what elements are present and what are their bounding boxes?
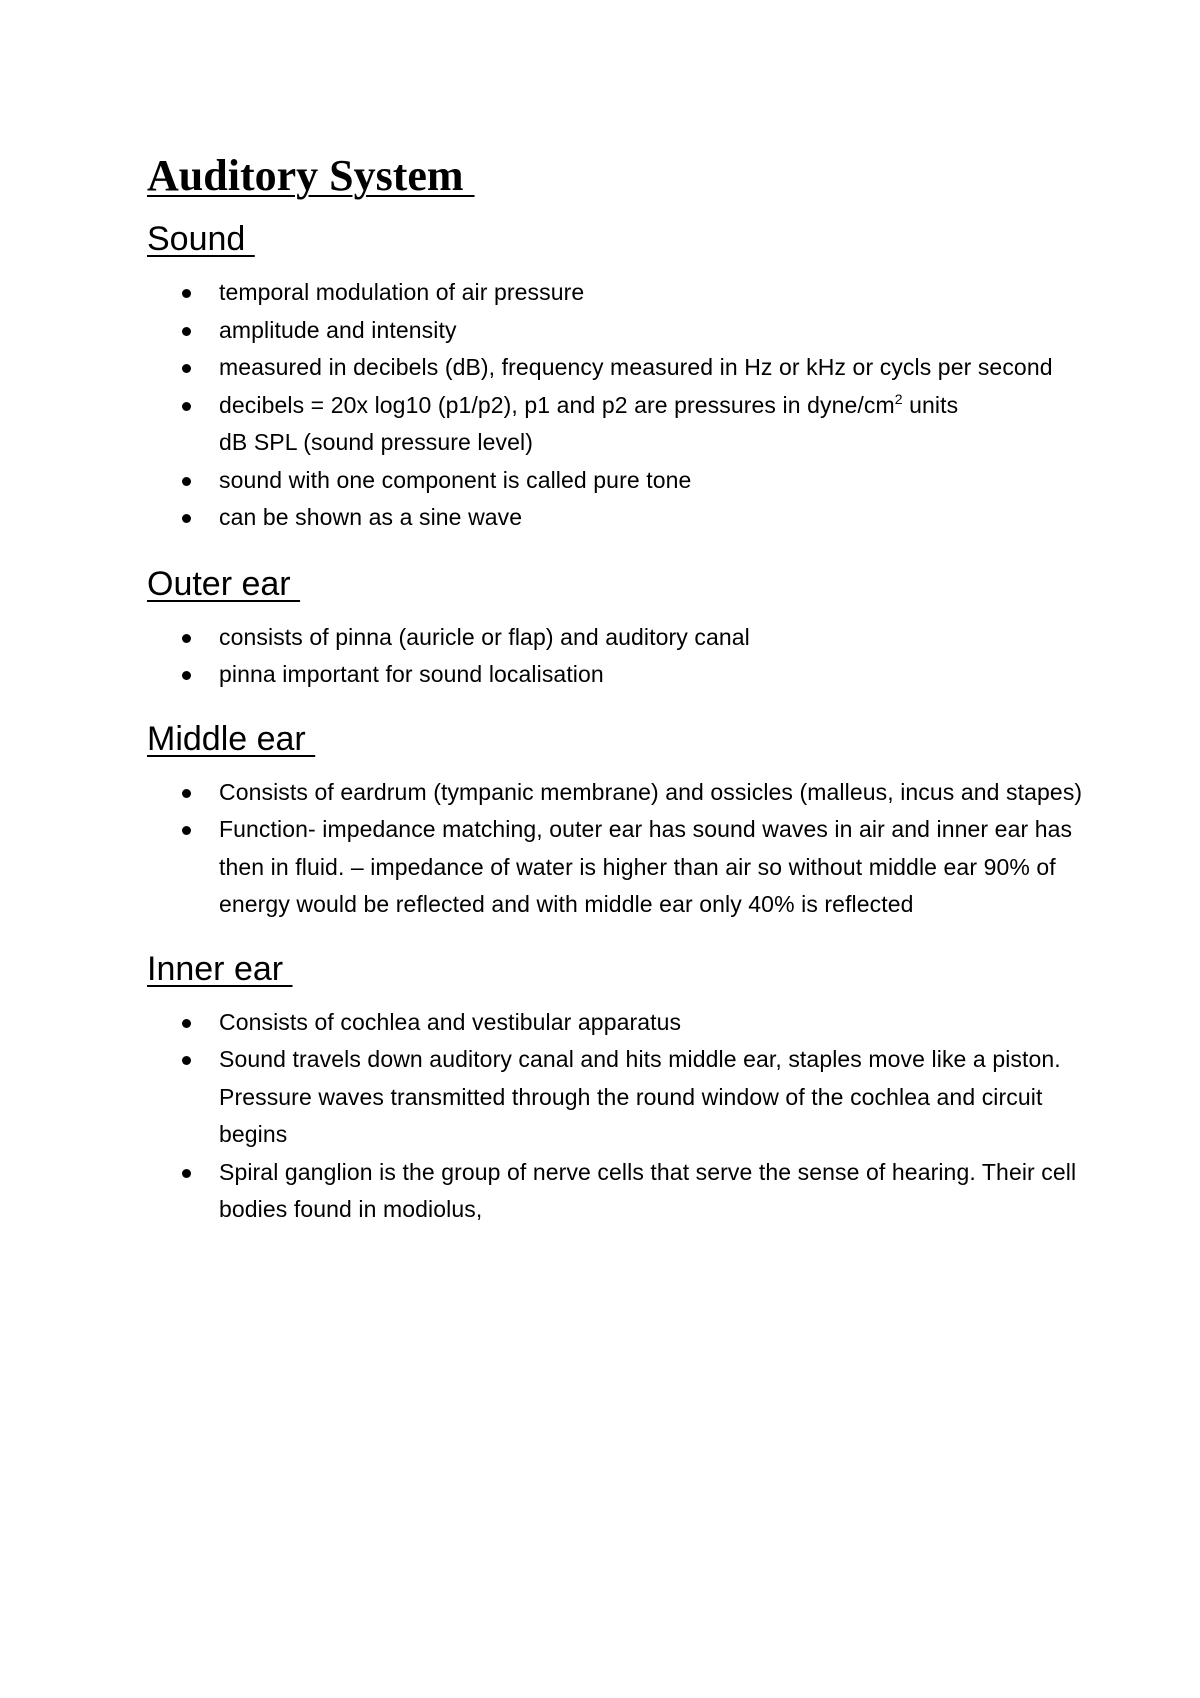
section-middle-ear	[147, 718, 1087, 924]
section-sound	[147, 218, 1087, 537]
bullet-icon	[182, 1056, 191, 1065]
list-item-text: can be shown as a sine wave	[219, 504, 523, 530]
list-item-text: decibels = 20x log10 (p1/p2), p1 and p2 are pressures in dyne/cm	[219, 391, 895, 418]
list-item	[147, 349, 1087, 387]
section-outer-ear	[147, 563, 1087, 694]
list-item	[147, 774, 1087, 812]
list-item	[147, 499, 1087, 537]
bullet-icon	[182, 327, 191, 336]
bullet-icon	[182, 289, 191, 298]
list-item	[147, 619, 1087, 657]
list-item-text: Consists of eardrum (tympanic membrane) and ossicles (malleus, incus and stapes)	[219, 778, 1083, 805]
list-item	[147, 387, 1087, 462]
section-heading-middle-ear: Middle ear	[147, 719, 316, 758]
bullet-icon	[182, 671, 191, 680]
list-item-text: Spiral ganglion is the group of nerve cells that serve the sense of hearing. Their cell bodies found in modiolus,	[219, 1158, 1077, 1222]
list-item-text: consists of pinna (auricle or flap) and auditory canal	[219, 623, 750, 650]
list-item	[147, 811, 1087, 924]
bullet-icon	[182, 364, 191, 373]
bullet-icon	[182, 514, 191, 523]
list-item-text: units	[902, 391, 959, 418]
document-page	[147, 150, 1087, 1253]
bullet-icon	[182, 1169, 191, 1178]
list-item	[147, 1154, 1087, 1229]
list-item	[147, 1041, 1087, 1154]
list-item-text: Sound travels down auditory canal and hits middle ear, staples move like a piston. Pressure waves transmitted through the round window of the cochlea and circuit begins	[219, 1046, 1061, 1147]
bullet-list-middle-ear	[147, 774, 1087, 924]
bullet-list-sound	[147, 274, 1087, 537]
bullet-icon	[182, 826, 191, 835]
page-title: Auditory System	[147, 151, 475, 200]
bullet-icon	[182, 1019, 191, 1028]
section-inner-ear	[147, 948, 1087, 1229]
list-item-text: Consists of cochlea and vestibular apparatus	[219, 1008, 682, 1035]
section-heading-sound: Sound	[147, 220, 255, 258]
list-item	[147, 656, 1087, 694]
section-heading-inner-ear: Inner ear	[147, 949, 293, 988]
bullet-list-inner-ear	[147, 1004, 1087, 1229]
list-item-text: temporal modulation of air pressure	[219, 279, 585, 305]
list-item-text: dB SPL (sound pressure level)	[219, 429, 533, 455]
list-item	[147, 312, 1087, 350]
list-item	[147, 462, 1087, 500]
bullet-icon	[182, 789, 191, 798]
bullet-icon	[182, 634, 191, 643]
section-heading-outer-ear: Outer ear	[147, 564, 301, 603]
list-item-text: pinna important for sound localisation	[219, 661, 604, 687]
bullet-icon	[182, 477, 191, 486]
list-item-text: Function- impedance matching, outer ear has sound waves in air and inner ear has then in fluid. – impedance of water is higher than air so without middle ear 90% of energy would be reflected and with middle ear only 40% is reflected	[219, 816, 1073, 917]
list-item-text: sound with one component is called pure tone	[219, 466, 692, 493]
list-item	[147, 1004, 1087, 1042]
superscript: 2	[894, 390, 903, 407]
bullet-list-outer-ear	[147, 619, 1087, 694]
list-item-text: measured in decibels (dB), frequency measured in Hz or kHz or cycls per second	[219, 354, 1053, 380]
list-item	[147, 274, 1087, 312]
list-item-text: amplitude and intensity	[219, 316, 457, 343]
bullet-icon	[182, 402, 191, 411]
